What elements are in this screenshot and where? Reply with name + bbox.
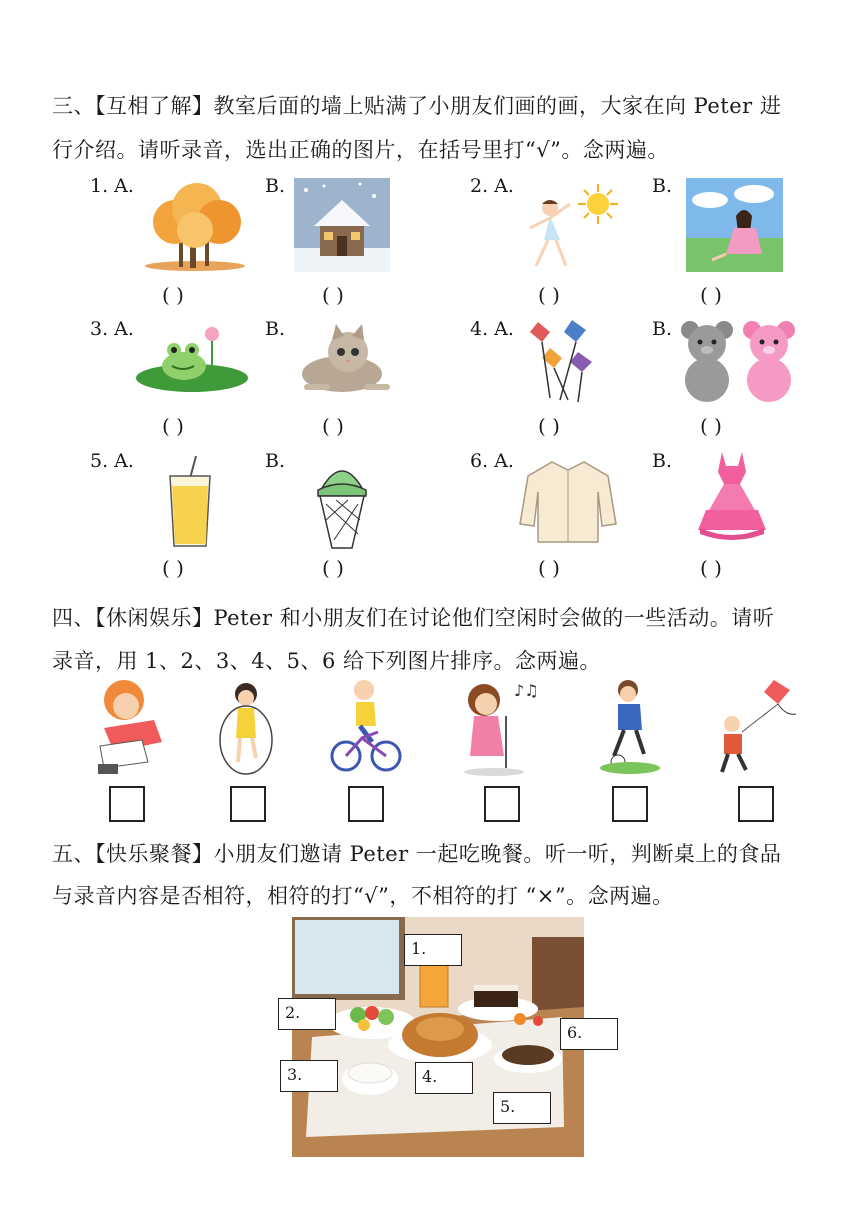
order-box-2[interactable] xyxy=(230,786,266,822)
q2-a-answer-paren[interactable]: ( ) xyxy=(538,283,560,307)
food-label-box-2[interactable]: 2. xyxy=(278,998,336,1030)
food-label-box-1[interactable]: 1. xyxy=(404,934,462,966)
snowy-house-icon xyxy=(294,178,390,272)
svg-text:♪♫: ♪♫ xyxy=(514,681,539,700)
section3-instruction-line2: 行介绍。请听录音，选出正确的图片，在括号里打“√”。念两遍。 xyxy=(52,138,669,162)
girl-on-grass-icon xyxy=(686,178,783,272)
food-label-box-6[interactable]: 6. xyxy=(560,1018,618,1050)
q3-b-label: B. xyxy=(265,318,286,340)
pink-dress-icon xyxy=(696,450,768,542)
autumn-tree-icon xyxy=(135,180,255,272)
shirt-icon xyxy=(516,458,620,544)
teddy-bears-icon xyxy=(676,318,800,404)
order-box-5[interactable] xyxy=(612,786,648,822)
q3-a-answer-paren[interactable]: ( ) xyxy=(162,414,184,438)
q3-b-answer-paren[interactable]: ( ) xyxy=(322,414,344,438)
frog-lily-pad-icon xyxy=(134,322,250,394)
q1-a-label: 1. A. xyxy=(90,175,134,197)
girl-reading-icon xyxy=(84,676,174,776)
juice-glass-icon xyxy=(166,456,214,548)
q6-b-answer-paren[interactable]: ( ) xyxy=(700,556,722,580)
q1-b-answer-paren[interactable]: ( ) xyxy=(322,283,344,307)
section3-instruction-line1: 三、【互相了解】教室后面的墙上贴满了小朋友们画的画，大家在向 Peter 进 xyxy=(52,94,782,118)
q5-b-label: B. xyxy=(265,450,286,472)
q4-b-label: B. xyxy=(652,318,673,340)
section5-instruction-line2: 与录音内容是否相符，相符的打“√”，不相符的打 “×”。念两遍。 xyxy=(52,884,674,908)
q6-a-label: 6. A. xyxy=(470,450,514,472)
order-box-3[interactable] xyxy=(348,786,384,822)
q6-b-label: B. xyxy=(652,450,673,472)
q4-a-answer-paren[interactable]: ( ) xyxy=(538,414,560,438)
q3-a-label: 3. A. xyxy=(90,318,134,340)
food-label-box-5[interactable]: 5. xyxy=(493,1092,551,1124)
boy-cycling-icon xyxy=(330,676,402,776)
boy-flying-kite-icon xyxy=(716,676,800,776)
girl-skipping-rope-icon xyxy=(216,678,276,778)
order-box-1[interactable] xyxy=(109,786,145,822)
q2-a-label: 2. A. xyxy=(470,175,514,197)
order-box-6[interactable] xyxy=(738,786,774,822)
q1-a-answer-paren[interactable]: ( ) xyxy=(162,283,184,307)
order-box-4[interactable] xyxy=(484,786,520,822)
kites-icon xyxy=(520,318,604,404)
food-label-box-3[interactable]: 3. xyxy=(280,1060,338,1092)
girl-singing-icon xyxy=(458,676,548,776)
section4-instruction-line2: 录音，用 1、2、3、4、5、6 给下列图片排序。念两遍。 xyxy=(52,649,602,673)
q1-b-label: B. xyxy=(265,175,286,197)
section4-instruction-line1: 四、【休闲娱乐】Peter 和小朋友们在讨论他们空闲时会做的一些活动。请听 xyxy=(52,606,775,630)
boy-football-icon xyxy=(598,676,662,776)
q4-a-label: 4. A. xyxy=(470,318,514,340)
q2-b-answer-paren[interactable]: ( ) xyxy=(700,283,722,307)
q2-b-label: B. xyxy=(652,175,673,197)
q6-a-answer-paren[interactable]: ( ) xyxy=(538,556,560,580)
section5-instruction-line1: 五、【快乐聚餐】小朋友们邀请 Peter 一起吃晚餐。听一听，判断桌上的食品 xyxy=(52,842,782,866)
food-label-box-4[interactable]: 4. xyxy=(415,1062,473,1094)
kitten-icon xyxy=(290,322,394,398)
q4-b-answer-paren[interactable]: ( ) xyxy=(700,414,722,438)
girl-dancing-sun-icon xyxy=(518,180,618,272)
q5-a-label: 5. A. xyxy=(90,450,134,472)
q5-a-answer-paren[interactable]: ( ) xyxy=(162,556,184,580)
q5-b-answer-paren[interactable]: ( ) xyxy=(322,556,344,580)
ice-cream-icon xyxy=(312,454,372,550)
